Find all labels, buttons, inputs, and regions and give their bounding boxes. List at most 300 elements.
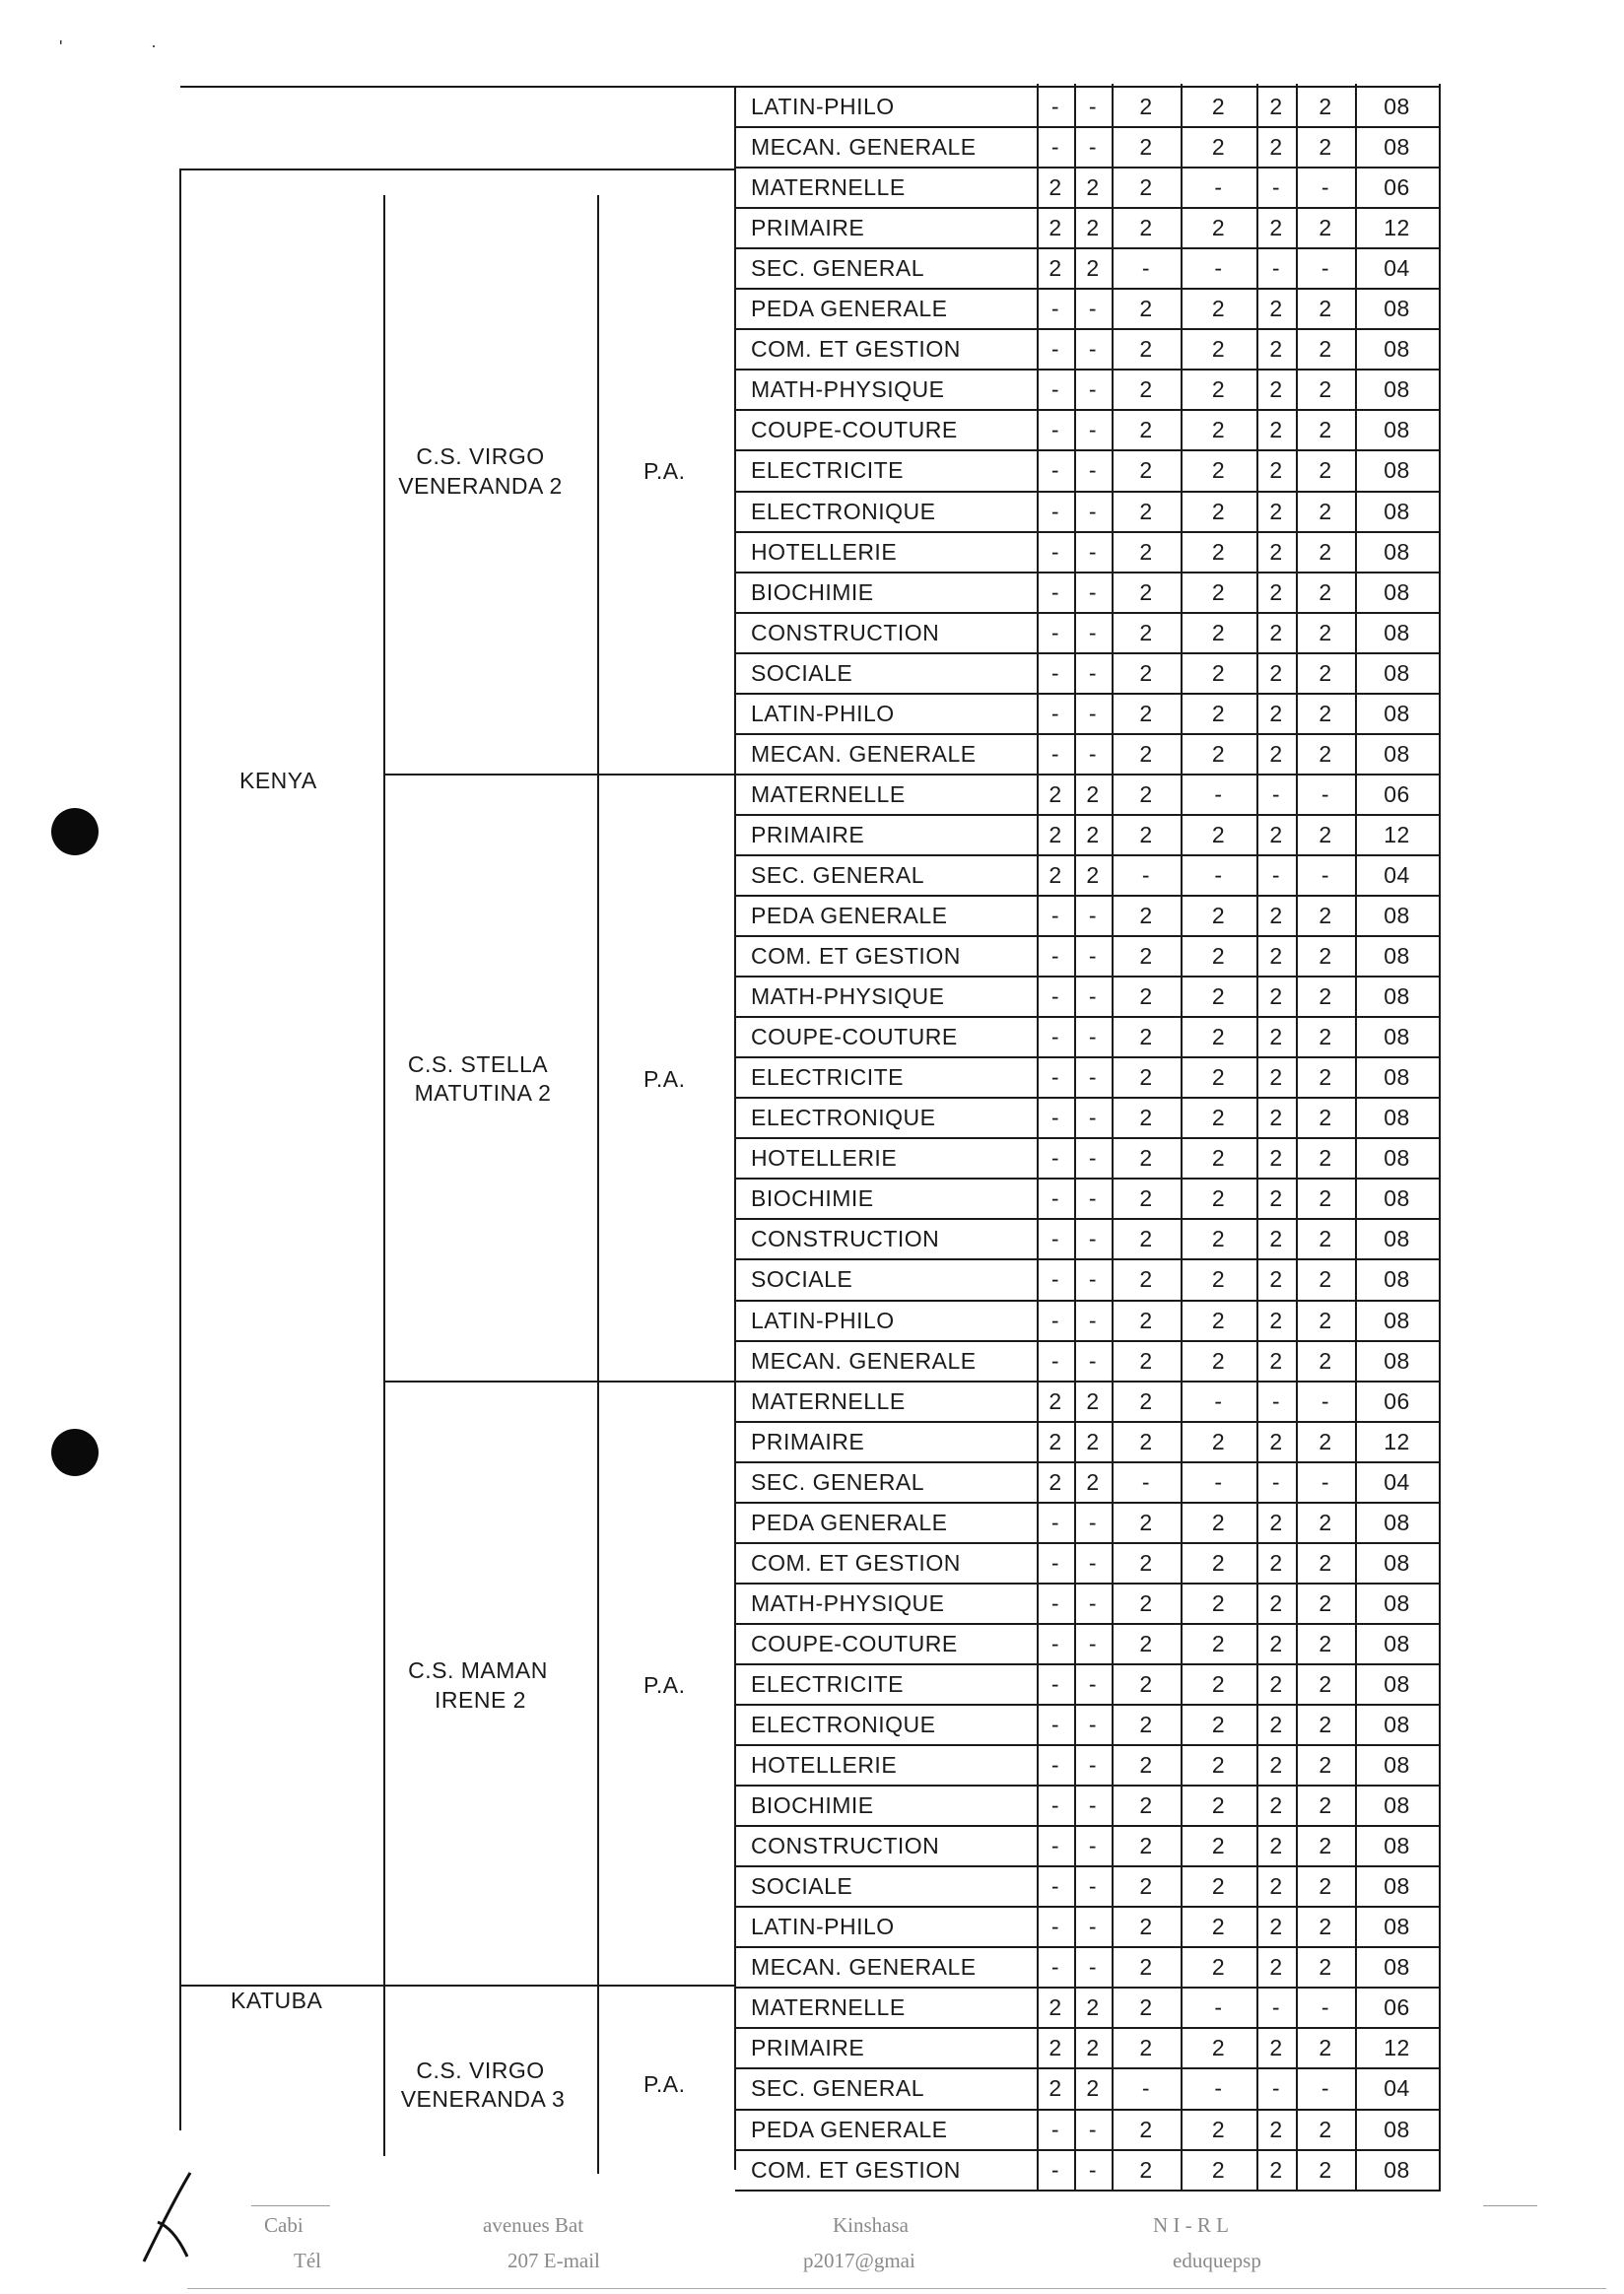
row-rule bbox=[735, 854, 1439, 856]
grade-value: 2 bbox=[1269, 740, 1283, 767]
grade-value: 2 bbox=[1269, 2156, 1283, 2183]
row-total: 12 bbox=[1384, 1428, 1410, 1454]
row-rule bbox=[735, 572, 1439, 574]
option-name: SOCIALE bbox=[751, 1266, 853, 1293]
grade-value: - bbox=[1214, 2075, 1223, 2102]
grade-value: 2 bbox=[1139, 1387, 1153, 1414]
commune-katuba: KATUBA bbox=[231, 1988, 323, 2013]
grade-value: 2 bbox=[1211, 215, 1226, 241]
row-total: 12 bbox=[1384, 821, 1410, 847]
grade-value: 2 bbox=[1139, 578, 1153, 605]
grade-value: 2 bbox=[1139, 1024, 1153, 1050]
grade-value: 2 bbox=[1319, 457, 1332, 484]
row-total: 08 bbox=[1384, 1833, 1410, 1859]
grade-value: 2 bbox=[1319, 821, 1332, 847]
grade-value: 2 bbox=[1049, 215, 1062, 241]
grade-value: 2 bbox=[1139, 94, 1153, 119]
row-rule bbox=[735, 1663, 1439, 1665]
grade-value: 2 bbox=[1049, 2075, 1062, 2102]
grade-value: 2 bbox=[1269, 1873, 1283, 1900]
footer-text: eduquepsp bbox=[1173, 2249, 1261, 2272]
row-total: 08 bbox=[1384, 983, 1410, 1010]
row-total: 08 bbox=[1384, 1670, 1410, 1697]
option-name: BIOCHIMIE bbox=[751, 1185, 874, 1212]
grade-value: 2 bbox=[1049, 1994, 1062, 2021]
option-name: HOTELLERIE bbox=[751, 1752, 898, 1779]
row-rule bbox=[735, 895, 1439, 897]
grade-value: 2 bbox=[1086, 821, 1100, 847]
option-name: ELECTRICITE bbox=[751, 457, 905, 484]
row-rule bbox=[735, 814, 1439, 816]
grade-value: 2 bbox=[1319, 1024, 1332, 1050]
grade-value: 2 bbox=[1139, 943, 1153, 970]
scan-mark: · bbox=[151, 35, 157, 55]
grade-value: - bbox=[1271, 780, 1281, 807]
row-total: 04 bbox=[1384, 1468, 1410, 1495]
grade-value: - bbox=[1050, 376, 1060, 403]
row-total: 08 bbox=[1384, 1914, 1410, 1940]
footer-text: p2017@gmai bbox=[803, 2249, 915, 2272]
grade-value: 2 bbox=[1139, 1712, 1153, 1737]
grade-value: 2 bbox=[1319, 1712, 1332, 1737]
grade-value: - bbox=[1088, 2156, 1098, 2183]
grade-value: 2 bbox=[1269, 659, 1283, 686]
grade-value: 2 bbox=[1211, 376, 1226, 403]
row-total: 08 bbox=[1384, 619, 1410, 645]
grade-value: 2 bbox=[1211, 2035, 1226, 2061]
grade-value: - bbox=[1050, 1509, 1060, 1535]
option-name: MECAN. GENERALE bbox=[751, 134, 977, 161]
row-rule bbox=[735, 167, 1439, 169]
grade-value: - bbox=[1088, 336, 1098, 363]
row-rule bbox=[735, 774, 1439, 776]
row-rule bbox=[735, 1016, 1439, 1018]
grade-value: - bbox=[1050, 1145, 1060, 1172]
grade-value: - bbox=[1088, 1105, 1098, 1131]
grade-value: 2 bbox=[1139, 538, 1153, 565]
grade-value: 2 bbox=[1139, 1185, 1153, 1212]
option-name: SEC. GENERAL bbox=[751, 2075, 924, 2102]
grade-value: - bbox=[1088, 1752, 1098, 1779]
option-name: SOCIALE bbox=[751, 659, 853, 686]
grade-value: 2 bbox=[1269, 1145, 1283, 1172]
grade-value: - bbox=[1050, 1307, 1060, 1333]
row-rule bbox=[735, 1137, 1439, 1139]
row-rule bbox=[735, 288, 1439, 290]
grade-value: - bbox=[1214, 255, 1223, 282]
col-commune-left bbox=[179, 169, 181, 2130]
grade-value: - bbox=[1141, 255, 1151, 282]
option-name: MATERNELLE bbox=[751, 174, 906, 201]
grade-value: - bbox=[1050, 1873, 1060, 1900]
grade-value: 2 bbox=[1319, 619, 1332, 645]
grade-value: 2 bbox=[1086, 1994, 1100, 2021]
grade-value: 2 bbox=[1211, 1105, 1226, 1131]
grade-value: - bbox=[1088, 1914, 1098, 1940]
row-rule bbox=[735, 1421, 1439, 1423]
grade-value: 2 bbox=[1319, 2035, 1332, 2061]
row-rule bbox=[735, 1704, 1439, 1706]
row-total: 08 bbox=[1384, 1266, 1410, 1293]
row-total: 12 bbox=[1384, 2035, 1410, 2061]
grade-value: - bbox=[1050, 498, 1060, 524]
grade-value: 2 bbox=[1139, 215, 1153, 241]
grade-value: 2 bbox=[1211, 417, 1226, 443]
grade-value: 2 bbox=[1319, 983, 1332, 1010]
row-rule bbox=[735, 2027, 1439, 2029]
grade-value: - bbox=[1088, 498, 1098, 524]
grade-value: - bbox=[1141, 861, 1151, 888]
grade-value: - bbox=[1088, 1185, 1098, 1212]
row-rule bbox=[735, 935, 1439, 937]
grade-value: - bbox=[1050, 659, 1060, 686]
grade-value: 2 bbox=[1086, 215, 1100, 241]
grade-value: 2 bbox=[1319, 1509, 1332, 1535]
grade-value: 2 bbox=[1211, 1630, 1226, 1656]
grade-value: - bbox=[1050, 2156, 1060, 2183]
grade-value: 2 bbox=[1139, 2035, 1153, 2061]
grade-value: 2 bbox=[1269, 336, 1283, 363]
option-name: HOTELLERIE bbox=[751, 538, 898, 565]
grade-value: - bbox=[1050, 1712, 1060, 1737]
grade-value: - bbox=[1050, 134, 1060, 161]
grade-value: 2 bbox=[1049, 861, 1062, 888]
option-name: MECAN. GENERALE bbox=[751, 740, 977, 767]
grade-value: - bbox=[1050, 983, 1060, 1010]
row-rule bbox=[735, 2190, 1439, 2192]
grade-value: 2 bbox=[1319, 215, 1332, 241]
row-total: 08 bbox=[1384, 134, 1410, 161]
grade-value: - bbox=[1088, 659, 1098, 686]
row-total: 08 bbox=[1384, 457, 1410, 484]
grade-value: 2 bbox=[1269, 2116, 1283, 2142]
row-rule bbox=[735, 207, 1439, 209]
grade-value: - bbox=[1088, 1792, 1098, 1819]
grade-value: 2 bbox=[1269, 1185, 1283, 1212]
option-name: PRIMAIRE bbox=[751, 215, 865, 241]
grade-value: 2 bbox=[1269, 1712, 1283, 1737]
grade-value: 2 bbox=[1139, 1954, 1153, 1981]
grade-value: - bbox=[1050, 417, 1060, 443]
grade-value: 2 bbox=[1319, 2116, 1332, 2142]
grade-value: 2 bbox=[1211, 1549, 1226, 1576]
row-rule bbox=[735, 1340, 1439, 1342]
grade-value: 2 bbox=[1139, 903, 1153, 928]
grade-value: - bbox=[1271, 255, 1281, 282]
option-name: MECAN. GENERALE bbox=[751, 1954, 977, 1981]
grade-value: 2 bbox=[1319, 659, 1332, 686]
school-virgo-veneranda-2: C.S. VIRGO bbox=[416, 443, 545, 469]
grade-value: - bbox=[1050, 1670, 1060, 1697]
grade-value: - bbox=[1088, 578, 1098, 605]
row-rule bbox=[735, 1461, 1439, 1463]
grade-value: 2 bbox=[1211, 1833, 1226, 1859]
grade-value: - bbox=[1271, 1994, 1281, 2021]
row-total: 08 bbox=[1384, 1307, 1410, 1333]
option-name: MATERNELLE bbox=[751, 780, 906, 807]
row-rule bbox=[735, 976, 1439, 978]
row-rule bbox=[735, 1946, 1439, 1948]
grade-value: - bbox=[1050, 94, 1060, 119]
grade-value: - bbox=[1088, 1064, 1098, 1091]
grade-value: 2 bbox=[1319, 2156, 1332, 2183]
grade-value: 2 bbox=[1211, 1428, 1226, 1454]
row-total: 08 bbox=[1384, 296, 1410, 322]
grade-value: 2 bbox=[1211, 498, 1226, 524]
commune-top-rule bbox=[180, 169, 735, 170]
grade-value: - bbox=[1088, 1670, 1098, 1697]
grade-value: 2 bbox=[1139, 659, 1153, 686]
top-rule bbox=[180, 86, 735, 88]
row-total: 08 bbox=[1384, 903, 1410, 928]
grade-value: - bbox=[1320, 780, 1330, 807]
school-stella-matutina-2: MATUTINA 2 bbox=[414, 1080, 552, 1106]
row-total: 08 bbox=[1384, 1752, 1410, 1779]
row-total: 08 bbox=[1384, 1145, 1410, 1172]
grade-value: 2 bbox=[1086, 2075, 1100, 2102]
grade-value: - bbox=[1320, 1994, 1330, 2021]
commune-kenya: KENYA bbox=[239, 768, 317, 793]
row-rule bbox=[735, 449, 1439, 451]
grade-value: - bbox=[1088, 1712, 1098, 1737]
grade-value: 2 bbox=[1086, 861, 1100, 888]
grade-value: - bbox=[1088, 1226, 1098, 1252]
grade-value: 2 bbox=[1269, 1792, 1283, 1819]
row-total: 04 bbox=[1384, 255, 1410, 282]
grade-value: 2 bbox=[1139, 1670, 1153, 1697]
grade-value: 2 bbox=[1211, 1752, 1226, 1779]
grade-value: 2 bbox=[1139, 336, 1153, 363]
group-divider bbox=[383, 1381, 735, 1383]
grade-value: - bbox=[1050, 538, 1060, 565]
row-rule bbox=[735, 1502, 1439, 1504]
row-total: 08 bbox=[1384, 376, 1410, 403]
grade-value: 2 bbox=[1211, 700, 1226, 726]
option-name: PRIMAIRE bbox=[751, 2035, 865, 2061]
option-name: LATIN-PHILO bbox=[751, 700, 895, 726]
grade-value: 2 bbox=[1319, 498, 1332, 524]
grade-value: - bbox=[1271, 2075, 1281, 2102]
row-rule bbox=[735, 1178, 1439, 1180]
grade-value: - bbox=[1214, 1468, 1223, 1495]
grade-value: - bbox=[1214, 780, 1223, 807]
grade-value: - bbox=[1088, 2116, 1098, 2142]
signature-mark bbox=[136, 2168, 205, 2266]
grade-value: - bbox=[1320, 2075, 1330, 2102]
grade-value: 2 bbox=[1269, 1347, 1283, 1374]
grade-value: 2 bbox=[1211, 1064, 1226, 1091]
row-rule bbox=[735, 531, 1439, 533]
grade-value: 2 bbox=[1139, 1873, 1153, 1900]
option-name: MECAN. GENERALE bbox=[751, 1347, 977, 1374]
grade-value: 2 bbox=[1086, 780, 1100, 807]
regime-label: P.A. bbox=[643, 1066, 686, 1092]
grade-value: - bbox=[1050, 578, 1060, 605]
grade-value: - bbox=[1050, 1226, 1060, 1252]
row-rule bbox=[735, 2067, 1439, 2069]
row-rule bbox=[735, 1865, 1439, 1867]
grade-value: 2 bbox=[1211, 659, 1226, 686]
option-name: PEDA GENERALE bbox=[751, 296, 948, 322]
row-rule bbox=[735, 1744, 1439, 1746]
grade-value: 2 bbox=[1211, 1954, 1226, 1981]
option-name: PEDA GENERALE bbox=[751, 903, 948, 928]
school-stella-matutina-2: C.S. STELLA bbox=[407, 1051, 549, 1077]
grade-value: 2 bbox=[1049, 1468, 1062, 1495]
grade-value: 2 bbox=[1139, 1549, 1153, 1576]
grade-value: 2 bbox=[1086, 1387, 1100, 1414]
footer-rule bbox=[251, 2205, 330, 2206]
grade-value: - bbox=[1050, 1549, 1060, 1576]
grade-value: - bbox=[1050, 296, 1060, 322]
row-total: 04 bbox=[1384, 861, 1410, 888]
option-name: PRIMAIRE bbox=[751, 821, 865, 847]
row-rule bbox=[735, 247, 1439, 249]
grade-value: - bbox=[1214, 1387, 1223, 1414]
grade-value: 2 bbox=[1211, 1509, 1226, 1535]
row-total: 08 bbox=[1384, 1064, 1410, 1091]
punch-hole bbox=[51, 808, 99, 855]
grade-value: - bbox=[1088, 1954, 1098, 1981]
row-rule bbox=[735, 1300, 1439, 1302]
grade-value: 2 bbox=[1319, 1105, 1332, 1131]
grade-value: 2 bbox=[1139, 134, 1153, 161]
grade-value: 2 bbox=[1269, 2035, 1283, 2061]
row-rule bbox=[735, 1623, 1439, 1625]
grade-value: 2 bbox=[1049, 1428, 1062, 1454]
option-name: MATH-PHYSIQUE bbox=[751, 983, 945, 1010]
grade-value: 2 bbox=[1049, 821, 1062, 847]
option-name: COM. ET GESTION bbox=[751, 336, 961, 363]
grade-value: 2 bbox=[1269, 619, 1283, 645]
row-rule bbox=[735, 1218, 1439, 1220]
grade-value: 2 bbox=[1319, 1914, 1332, 1940]
col-regime-left bbox=[597, 195, 599, 2174]
grade-value: - bbox=[1088, 538, 1098, 565]
grade-value: 2 bbox=[1319, 1266, 1332, 1293]
grade-value: 2 bbox=[1211, 1914, 1226, 1940]
grade-value: 2 bbox=[1319, 1307, 1332, 1333]
grade-value: 2 bbox=[1269, 417, 1283, 443]
grade-value: 2 bbox=[1269, 1630, 1283, 1656]
grade-value: 2 bbox=[1269, 1307, 1283, 1333]
grade-value: - bbox=[1320, 1468, 1330, 1495]
grade-value: 2 bbox=[1211, 336, 1226, 363]
grade-value: - bbox=[1088, 376, 1098, 403]
grade-value: 2 bbox=[1049, 2035, 1062, 2061]
regime-label: P.A. bbox=[643, 1672, 686, 1698]
footer-text: avenues Bat bbox=[483, 2213, 584, 2237]
grade-value: 2 bbox=[1139, 619, 1153, 645]
grade-value: - bbox=[1088, 1833, 1098, 1859]
option-name: ELECTRICITE bbox=[751, 1064, 905, 1091]
row-rule bbox=[735, 328, 1439, 330]
option-name: LATIN-PHILO bbox=[751, 94, 895, 119]
grade-value: 2 bbox=[1211, 134, 1226, 161]
grade-value: - bbox=[1088, 1509, 1098, 1535]
grade-value: 2 bbox=[1211, 457, 1226, 484]
row-rule bbox=[735, 86, 1439, 88]
option-name: COM. ET GESTION bbox=[751, 943, 961, 970]
grade-value: 2 bbox=[1269, 1509, 1283, 1535]
row-rule bbox=[735, 1583, 1439, 1585]
grade-value: 2 bbox=[1269, 1589, 1283, 1616]
option-name: COM. ET GESTION bbox=[751, 1549, 961, 1576]
footer-rule bbox=[1483, 2205, 1537, 2206]
grade-value: - bbox=[1271, 1387, 1281, 1414]
grade-value: 2 bbox=[1269, 903, 1283, 928]
grade-value: - bbox=[1088, 417, 1098, 443]
grade-value: 2 bbox=[1211, 1873, 1226, 1900]
row-rule bbox=[735, 1987, 1439, 1989]
option-name: SEC. GENERAL bbox=[751, 861, 924, 888]
grade-value: 2 bbox=[1139, 457, 1153, 484]
grade-value: 2 bbox=[1139, 1064, 1153, 1091]
row-total: 12 bbox=[1384, 215, 1410, 241]
grade-value: 2 bbox=[1211, 1589, 1226, 1616]
grade-value: 2 bbox=[1319, 903, 1332, 928]
grade-value: 2 bbox=[1211, 619, 1226, 645]
option-name: HOTELLERIE bbox=[751, 1145, 898, 1172]
grade-value: 2 bbox=[1269, 1833, 1283, 1859]
grade-value: - bbox=[1050, 336, 1060, 363]
footer-text: Cabi bbox=[264, 2213, 304, 2237]
grade-value: - bbox=[1088, 1307, 1098, 1333]
row-total: 08 bbox=[1384, 417, 1410, 443]
footer-rule bbox=[187, 2288, 1606, 2289]
grade-value: - bbox=[1088, 296, 1098, 322]
grade-value: - bbox=[1088, 619, 1098, 645]
col-school-left bbox=[383, 195, 385, 2156]
option-name: ELECTRONIQUE bbox=[751, 1105, 936, 1131]
grade-value: - bbox=[1214, 861, 1223, 888]
row-total: 08 bbox=[1384, 1630, 1410, 1656]
option-name: SEC. GENERAL bbox=[751, 255, 924, 282]
grade-value: 2 bbox=[1319, 1145, 1332, 1172]
grade-value: 2 bbox=[1139, 1630, 1153, 1656]
grade-value: - bbox=[1050, 1833, 1060, 1859]
grade-value: 2 bbox=[1269, 1226, 1283, 1252]
grade-value: 2 bbox=[1139, 174, 1153, 201]
footer-text: Kinshasa bbox=[833, 2213, 909, 2237]
row-rule bbox=[735, 1056, 1439, 1058]
punch-hole bbox=[51, 1429, 99, 1476]
grade-value: 2 bbox=[1139, 2156, 1153, 2183]
grade-value: - bbox=[1320, 861, 1330, 888]
option-name: BIOCHIMIE bbox=[751, 578, 874, 605]
grade-value: 2 bbox=[1086, 1428, 1100, 1454]
grade-value: 2 bbox=[1049, 174, 1062, 201]
grade-value: 2 bbox=[1269, 538, 1283, 565]
grade-value: 2 bbox=[1086, 174, 1100, 201]
school-virgo-veneranda-2: VENERANDA 2 bbox=[398, 473, 563, 499]
grade-value: - bbox=[1088, 1589, 1098, 1616]
grade-value: 2 bbox=[1086, 255, 1100, 282]
regime-label: P.A. bbox=[643, 458, 686, 484]
grade-value: - bbox=[1088, 943, 1098, 970]
option-name: MATERNELLE bbox=[751, 1994, 906, 2021]
grade-value: - bbox=[1050, 2116, 1060, 2142]
grade-value: - bbox=[1050, 903, 1060, 928]
option-name: PRIMAIRE bbox=[751, 1428, 865, 1454]
grade-value: 2 bbox=[1269, 94, 1283, 119]
grade-value: 2 bbox=[1269, 1914, 1283, 1940]
grade-value: - bbox=[1320, 1387, 1330, 1414]
school-maman-irene-2: IRENE 2 bbox=[435, 1687, 526, 1713]
grade-value: 2 bbox=[1211, 2116, 1226, 2142]
row-total: 06 bbox=[1384, 780, 1410, 807]
grade-value: 2 bbox=[1139, 821, 1153, 847]
